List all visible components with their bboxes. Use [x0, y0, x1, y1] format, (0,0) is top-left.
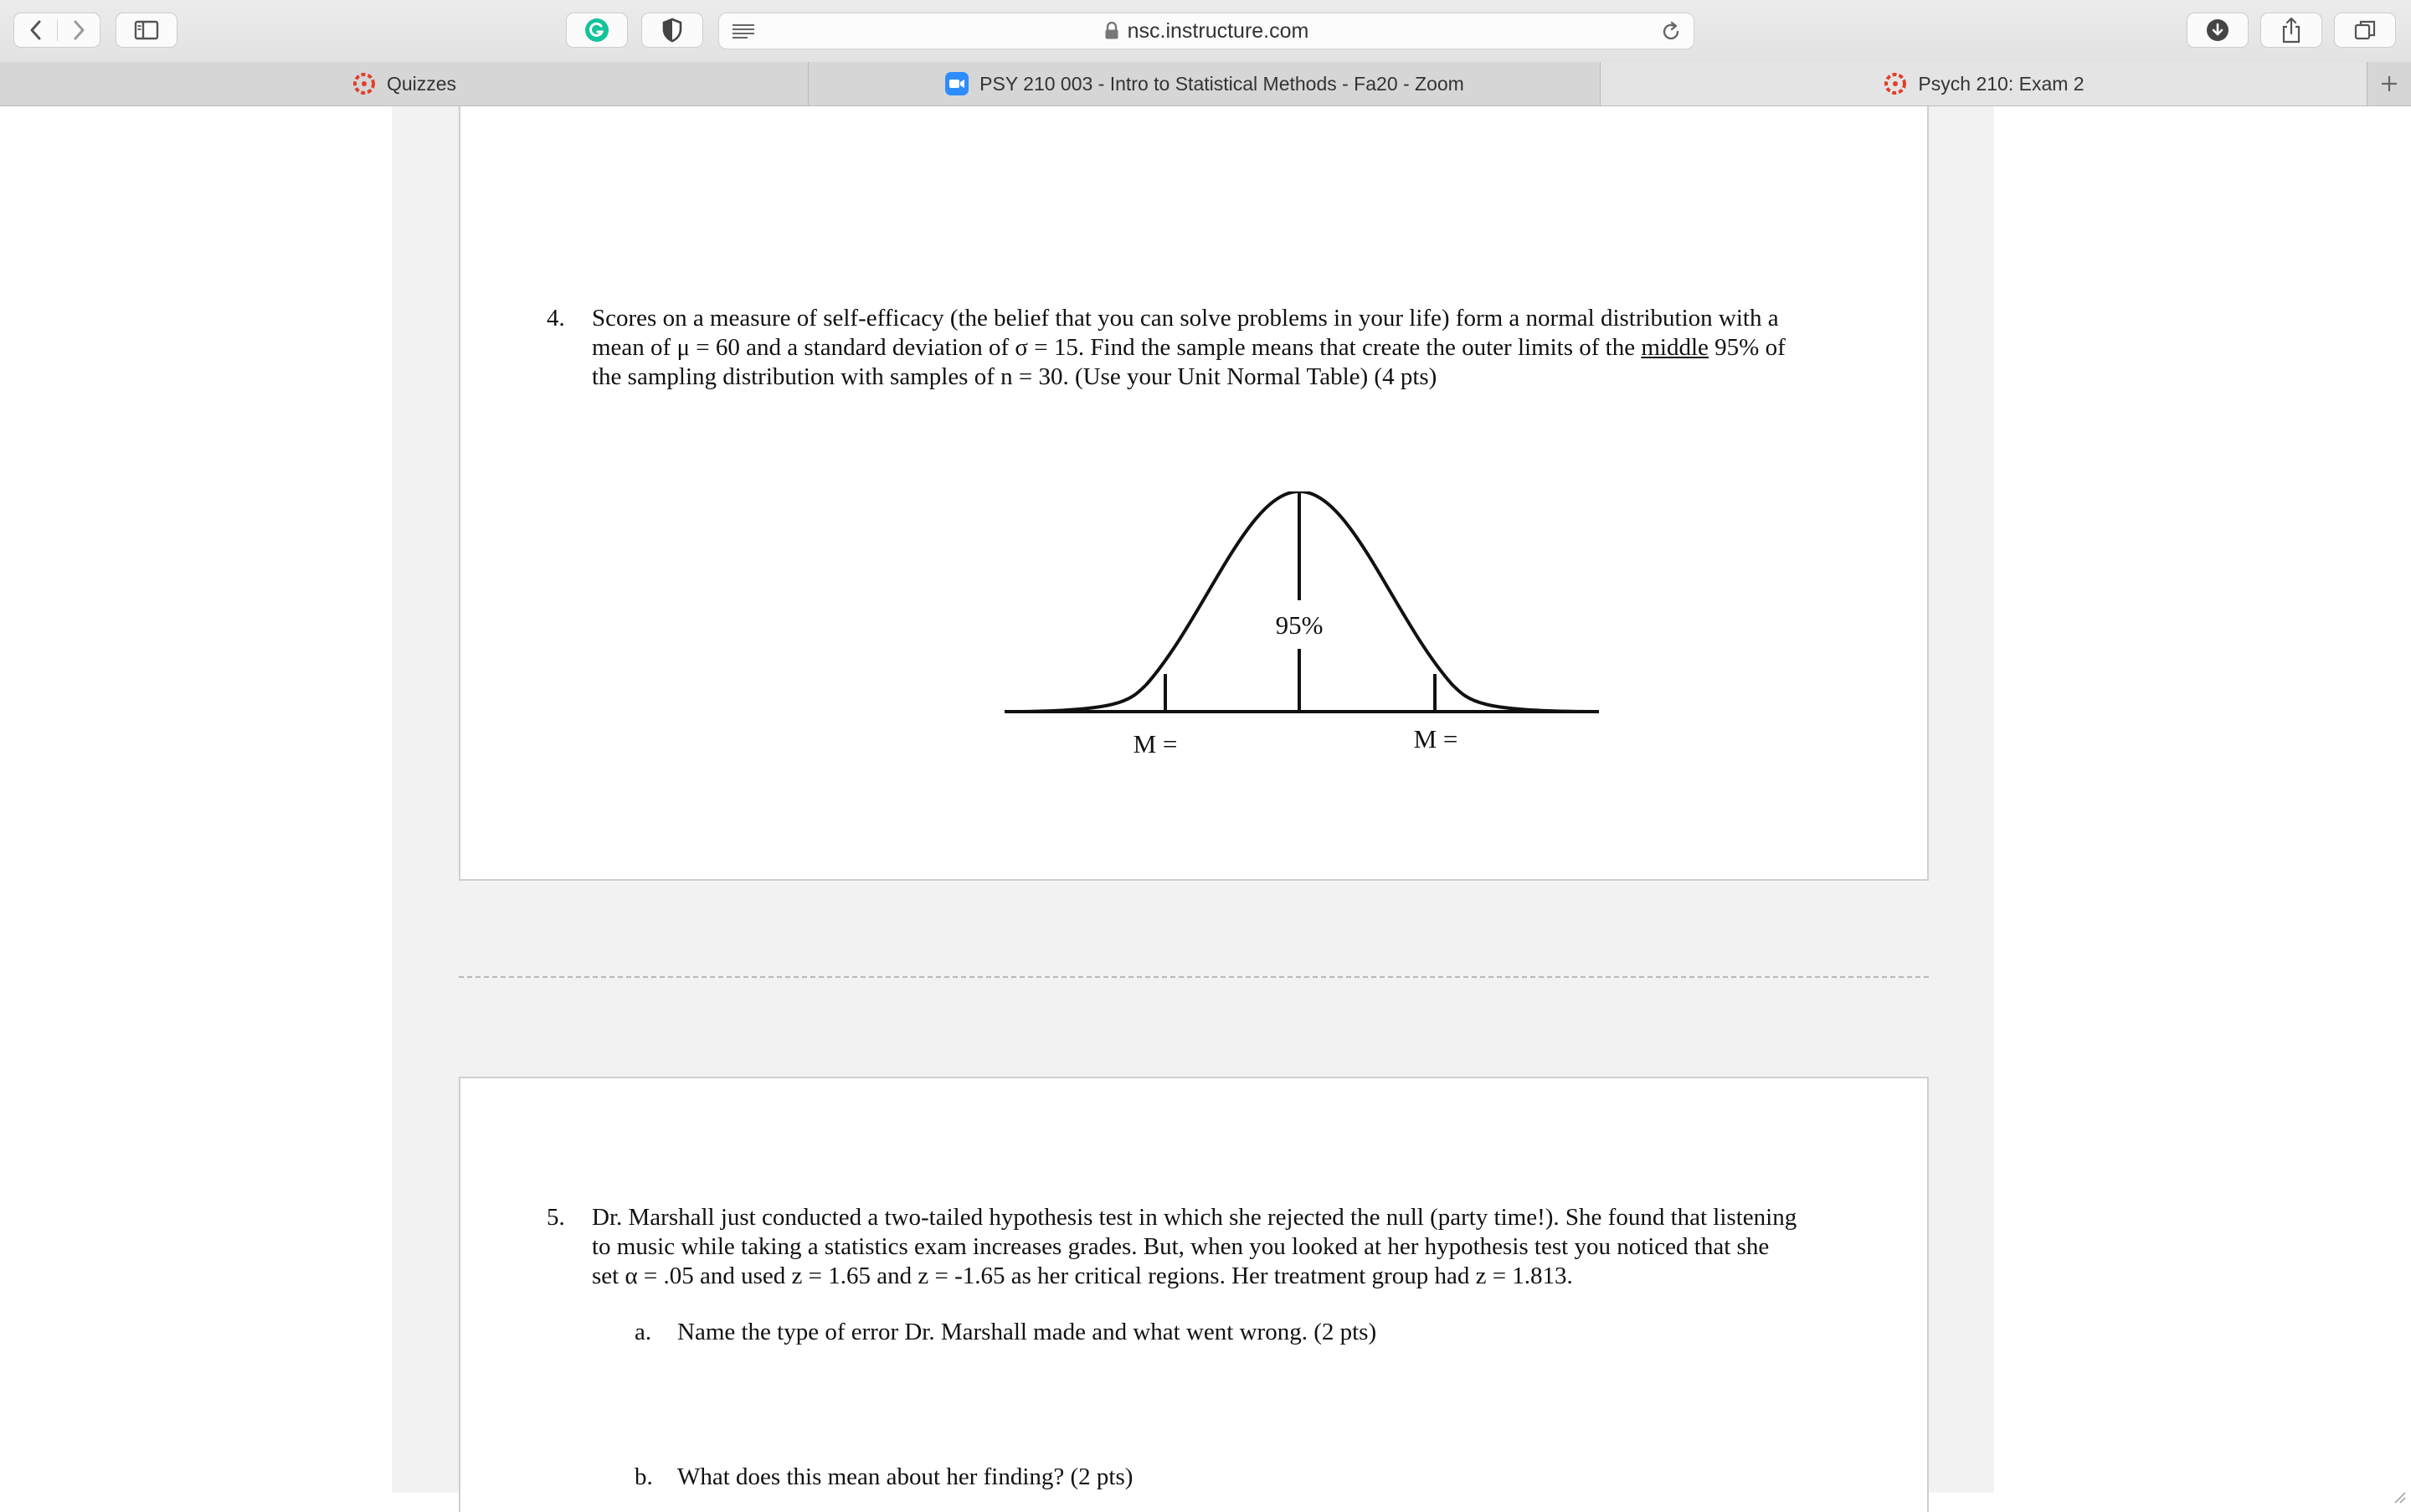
part-a-text: Name the type of error Dr. Marshall made and what went wrong. (2 pts) [677, 1319, 1377, 1345]
left-mean-label: M = [1133, 729, 1178, 759]
download-icon [2205, 18, 2230, 43]
nav-buttons [13, 13, 100, 48]
canvas-logo-icon [352, 71, 377, 96]
lock-icon [1104, 22, 1119, 40]
question-text-line: set α = .05 and used z = 1.65 and z = -1.65 as her critical regions. Her treatment group had z = 1.813. [592, 1263, 1573, 1289]
reload-icon[interactable] [1660, 21, 1682, 43]
tab-label: PSY 210 003 - Intro to Statistical Methods - Fa20 - Zoom [979, 72, 1464, 95]
part-a-letter: a. [635, 1319, 652, 1345]
right-mean-label: M = [1413, 724, 1458, 753]
tab-label: Quizzes [386, 72, 457, 95]
grammarly-extension-button[interactable] [566, 13, 628, 48]
question-text-line: to music while taking a statistics exam increases grades. But, when you looked at her hypothesis test you noticed that she [592, 1233, 1770, 1260]
chevron-right-icon [70, 19, 87, 41]
sidebar-icon [134, 20, 159, 40]
question-text-line [592, 333, 1786, 363]
grammarly-icon [583, 17, 610, 44]
tabs-overview-icon [2353, 18, 2377, 42]
sidebar-button[interactable] [116, 13, 177, 48]
question-5-card [459, 1077, 1929, 1512]
shield-icon [661, 18, 683, 43]
url-display [719, 13, 1694, 49]
chevron-left-icon [28, 19, 44, 41]
resize-grip-icon[interactable] [2393, 1490, 2406, 1504]
tab-zoom[interactable] [809, 62, 1601, 105]
tab-quizzes[interactable] [0, 62, 809, 105]
text-segment: 95% of [1708, 334, 1786, 361]
plus-icon [2379, 74, 2399, 94]
share-icon [2280, 17, 2302, 44]
question-text-line: Scores on a measure of self-efficacy (the belief that you can solve problems in your life) form a normal distribution with a [592, 305, 1779, 332]
tab-exam[interactable] [1601, 62, 2367, 105]
url-text: nsc.instructure.com [1127, 18, 1309, 43]
share-button[interactable] [2260, 13, 2322, 48]
forward-button[interactable] [58, 19, 100, 41]
question-5-text [592, 1203, 1797, 1291]
normal-distribution-figure [996, 491, 1616, 877]
back-button[interactable] [15, 19, 58, 41]
question-number: 5. [547, 1204, 565, 1231]
underlined-text: middle [1641, 334, 1709, 361]
browser-toolbar [0, 0, 2411, 63]
part-b-letter: b. [635, 1463, 653, 1490]
question-4-card [459, 106, 1929, 881]
downloads-button[interactable] [2187, 13, 2249, 48]
text-segment: mean of μ = 60 and a standard deviation of σ = 15. Find the sample means that create the outer limits of the [592, 334, 1642, 361]
question-4-text [592, 304, 1786, 392]
tab-overview-button[interactable] [2334, 13, 2396, 48]
tab-bar [0, 62, 2411, 106]
question-text-line: Dr. Marshall just conducted a two-tailed hypothesis test in which she rejected the null (party time!). She found that listening [592, 1204, 1797, 1231]
question-text-line: the sampling distribution with samples of n = 30. (Use your Unit Normal Table) (4 pts) [592, 363, 1437, 390]
new-tab-button[interactable] [2367, 62, 2411, 105]
address-bar[interactable] [718, 13, 1694, 49]
page-content [0, 106, 2411, 1507]
zoom-logo-icon [944, 71, 969, 96]
part-b-text: What does this mean about her finding? (2 pts) [677, 1463, 1134, 1490]
privacy-extension-button[interactable] [641, 13, 703, 48]
tab-label: Psych 210: Exam 2 [1918, 72, 2085, 95]
middle-percent-label: 95% [1275, 610, 1324, 640]
question-number: 4. [547, 305, 565, 332]
question-divider [459, 976, 1929, 978]
canvas-logo-icon [1883, 71, 1908, 96]
